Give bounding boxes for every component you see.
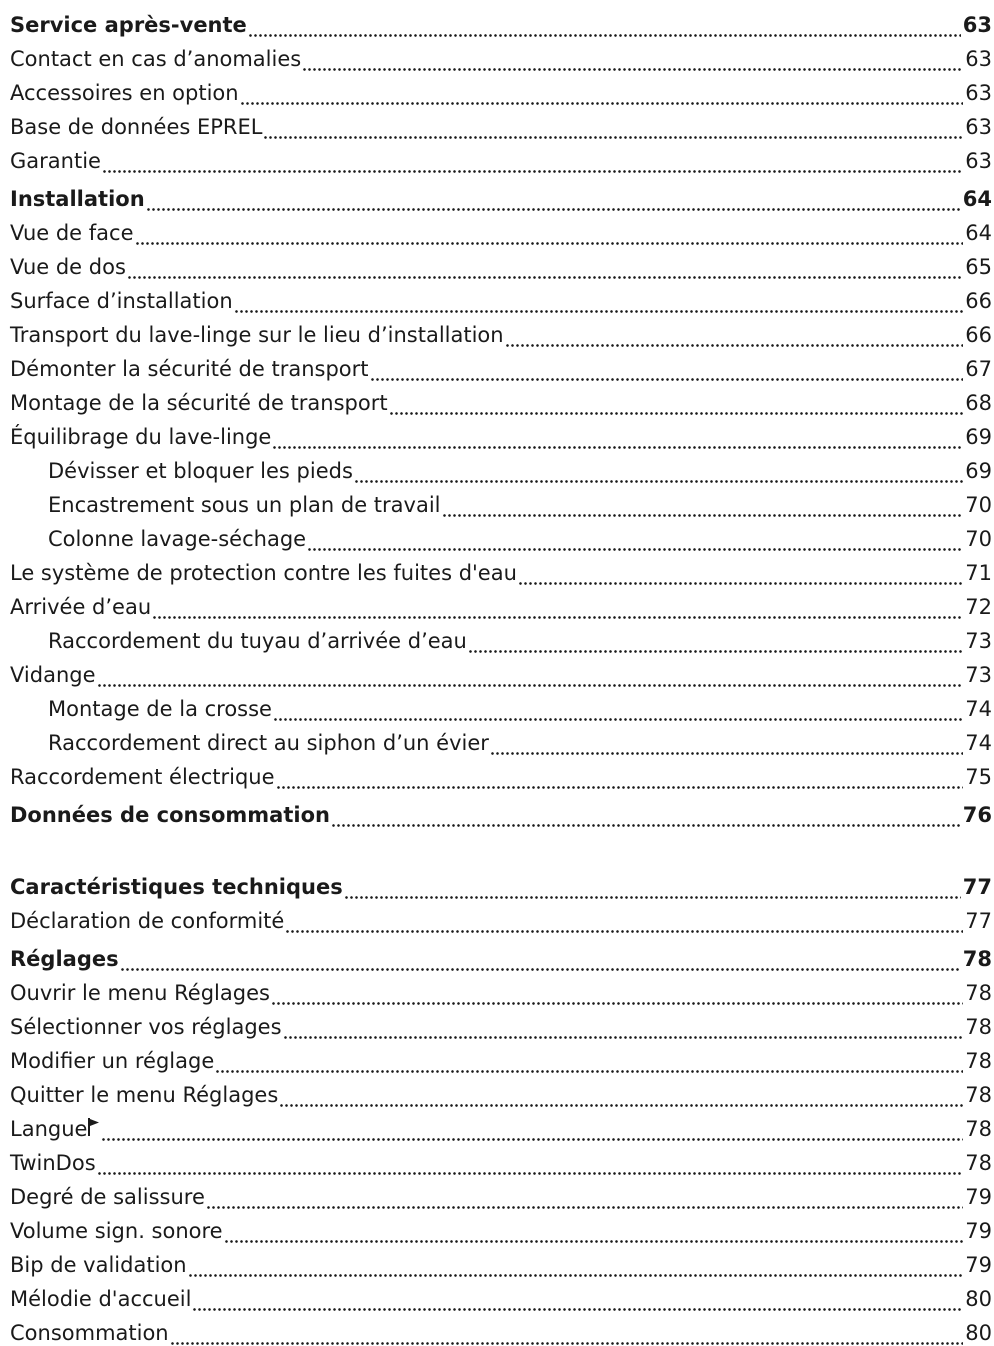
- toc-entry-label: Mélodie d'accueil: [10, 1287, 192, 1311]
- dot-leader: [285, 910, 963, 934]
- toc-entry-row[interactable]: [10, 900, 992, 934]
- dot-leader: [192, 1288, 963, 1312]
- toc-entry-text: Langue: [10, 1117, 88, 1141]
- dot-leader: [354, 460, 963, 484]
- toc-entry-row[interactable]: [10, 1108, 992, 1142]
- dot-leader: [370, 358, 964, 382]
- toc-entry-label: Montage de la sécurité de transport: [10, 391, 388, 415]
- toc-entry-row[interactable]: [10, 1074, 992, 1108]
- toc-page-number: 63: [965, 81, 992, 105]
- dot-leader: [283, 1016, 964, 1040]
- toc-subentry-row[interactable]: [48, 450, 992, 484]
- toc-page-number: 63: [965, 115, 992, 139]
- toc-page-number: 78: [965, 1015, 992, 1039]
- toc-entry-label: Vue de face: [10, 221, 134, 245]
- toc-page-number: 63: [965, 149, 992, 173]
- toc-entry-row[interactable]: [10, 1142, 992, 1176]
- toc-entry-label: Raccordement du tuyau d’arrivée d’eau: [48, 629, 467, 653]
- toc-entry-row[interactable]: [10, 212, 992, 246]
- toc-page-number: 77: [962, 875, 992, 899]
- toc-page-number: 75: [965, 765, 992, 789]
- toc-page-number: 79: [965, 1185, 992, 1209]
- dot-leader: [279, 1084, 963, 1108]
- dot-leader: [170, 1322, 964, 1346]
- dot-leader: [224, 1220, 964, 1244]
- dot-leader: [263, 116, 963, 140]
- toc-entry-row[interactable]: [10, 1210, 992, 1244]
- toc-subentry-row[interactable]: [48, 518, 992, 552]
- toc-entry-label: Accessoires en option: [10, 81, 239, 105]
- toc-entry-row[interactable]: [10, 1006, 992, 1040]
- toc-page-number: 71: [965, 561, 992, 585]
- toc-page-number: 73: [965, 663, 992, 687]
- toc-entry-label: Modifier un réglage: [10, 1049, 215, 1073]
- toc-page-number: 79: [965, 1253, 992, 1277]
- toc-page-number: 78: [965, 1083, 992, 1107]
- dot-leader: [344, 876, 961, 900]
- toc-page-number: 64: [965, 221, 992, 245]
- dot-leader: [188, 1254, 964, 1278]
- toc-section-row[interactable]: [10, 4, 992, 38]
- toc-entry-row[interactable]: [10, 314, 992, 348]
- toc-entry-row[interactable]: [10, 586, 992, 620]
- toc-subentry-row[interactable]: [48, 722, 992, 756]
- toc-entry-row[interactable]: [10, 1244, 992, 1278]
- dot-leader: [271, 982, 963, 1006]
- toc-entry-label: Le système de protection contre les fuites d'eau: [10, 561, 517, 585]
- dot-leader: [120, 948, 961, 972]
- dot-leader: [127, 256, 963, 280]
- toc-page-number: 78: [965, 1151, 992, 1175]
- toc-entry-label: Garantie: [10, 149, 101, 173]
- toc-entry-label: Raccordement direct au siphon d’un évier: [48, 731, 489, 755]
- toc-entry-label: Dévisser et bloquer les pieds: [48, 459, 353, 483]
- dot-leader: [389, 392, 964, 416]
- toc-entry-label: Raccordement électrique: [10, 765, 275, 789]
- dot-leader: [518, 562, 963, 586]
- toc-page-number: 76: [962, 803, 992, 827]
- toc-page-number: 80: [965, 1287, 992, 1311]
- toc-entry-label: Bip de validation: [10, 1253, 187, 1277]
- toc-entry-label: Installation: [10, 187, 145, 211]
- toc-page-number: 68: [965, 391, 992, 415]
- toc-page-number: 69: [965, 425, 992, 449]
- toc-entry-label: Réglages: [10, 947, 119, 971]
- dot-leader: [101, 1118, 963, 1142]
- toc-entry-label: Contact en cas d’anomalies: [10, 47, 302, 71]
- dot-leader: [146, 188, 961, 212]
- toc-entry-row[interactable]: [10, 654, 992, 688]
- toc-page-number: 74: [965, 697, 992, 721]
- toc-entry-label: Degré de salissure: [10, 1185, 205, 1209]
- toc-entry-label: Volume sign. sonore: [10, 1219, 223, 1243]
- dot-leader: [273, 698, 963, 722]
- toc-entry-row[interactable]: [10, 348, 992, 382]
- toc-page-number: 70: [965, 493, 992, 517]
- toc-entry-label: Quitter le menu Réglages: [10, 1083, 279, 1107]
- dot-leader: [490, 732, 963, 756]
- dot-leader: [505, 324, 964, 348]
- toc-entry-row[interactable]: [10, 1312, 992, 1346]
- toc-page-number: 63: [962, 13, 992, 37]
- flag-icon: [88, 1118, 100, 1136]
- toc-entry-label: Démonter la sécurité de transport: [10, 357, 369, 381]
- dot-leader: [152, 596, 963, 620]
- toc-entry-label: Caractéristiques techniques: [10, 875, 343, 899]
- toc-entry-label: Consommation: [10, 1321, 169, 1345]
- dot-leader: [215, 1050, 963, 1074]
- dot-leader: [276, 766, 964, 790]
- dot-leader: [240, 82, 964, 106]
- dot-leader: [468, 630, 963, 654]
- toc-section-row[interactable]: [10, 794, 992, 828]
- dot-leader: [307, 528, 963, 552]
- toc-entry-label: Sélectionner vos réglages: [10, 1015, 282, 1039]
- toc-entry-label: Colonne lavage-séchage: [48, 527, 307, 551]
- toc-page-number: 69: [965, 459, 992, 483]
- toc-entry-label: TwinDos: [10, 1151, 96, 1175]
- toc-page-number: 70: [965, 527, 992, 551]
- toc-entry-row[interactable]: [10, 972, 992, 1006]
- toc-page-number: 73: [965, 629, 992, 653]
- toc-page-number: 67: [965, 357, 992, 381]
- toc-entry-label: Vidange: [10, 663, 96, 687]
- dot-leader: [331, 804, 961, 828]
- toc-entry-row[interactable]: [10, 280, 992, 314]
- toc-section-row[interactable]: [10, 178, 992, 212]
- toc-entry-label: Arrivée d’eau: [10, 595, 152, 619]
- toc-entry-label: Transport du lave-linge sur le lieu d’installation: [10, 323, 504, 347]
- dot-leader: [442, 494, 964, 518]
- toc-subentry-row[interactable]: [48, 688, 992, 722]
- toc-entry-label: Vue de dos: [10, 255, 126, 279]
- dot-leader: [206, 1186, 963, 1210]
- toc-page-number: 72: [965, 595, 992, 619]
- dot-leader: [97, 1152, 964, 1176]
- toc-page-number: 79: [965, 1219, 992, 1243]
- toc-page-number: 74: [965, 731, 992, 755]
- toc-section-row[interactable]: [10, 866, 992, 900]
- dot-leader: [272, 426, 963, 450]
- toc-subentry-row[interactable]: [48, 484, 992, 518]
- toc-entry-row[interactable]: [10, 552, 992, 586]
- toc-page-number: 77: [965, 909, 992, 933]
- toc-entry-row[interactable]: [10, 382, 992, 416]
- dot-leader: [302, 48, 963, 72]
- toc-page-number: 78: [962, 947, 992, 971]
- toc-page-number: 64: [962, 187, 992, 211]
- toc-entry-label: Montage de la crosse: [48, 697, 272, 721]
- toc-entry-row[interactable]: [10, 106, 992, 140]
- toc-entry-label: Encastrement sous un plan de travail: [48, 493, 441, 517]
- toc-entry-label: Déclaration de conformité: [10, 909, 285, 933]
- toc-entry-label: [10, 1116, 100, 1142]
- dot-leader: [248, 14, 961, 38]
- dot-leader: [234, 290, 964, 314]
- toc-page-number: 80: [965, 1321, 992, 1345]
- toc-page-number: 78: [965, 1117, 992, 1141]
- toc-page-number: 65: [965, 255, 992, 279]
- toc-entry-label: Données de consommation: [10, 803, 330, 827]
- toc-page-number: 66: [965, 289, 992, 313]
- toc-entry-row[interactable]: [10, 1040, 992, 1074]
- toc-entry-row[interactable]: [10, 38, 992, 72]
- toc-page-number: 78: [965, 981, 992, 1005]
- toc-entry-label: Service après-vente: [10, 13, 247, 37]
- toc-page-number: 78: [965, 1049, 992, 1073]
- toc-entry-label: Surface d’installation: [10, 289, 233, 313]
- dot-leader: [97, 664, 964, 688]
- toc-entry-row[interactable]: [10, 1278, 992, 1312]
- dot-leader: [102, 150, 963, 174]
- toc-entry-row[interactable]: [10, 140, 992, 174]
- toc-entry-row[interactable]: [10, 416, 992, 450]
- toc-page-number: 63: [965, 47, 992, 71]
- toc-entry-row[interactable]: [10, 1176, 992, 1210]
- toc-section-row[interactable]: [10, 938, 992, 972]
- dot-leader: [135, 222, 964, 246]
- toc-entry-label: Ouvrir le menu Réglages: [10, 981, 270, 1005]
- toc-entry-row[interactable]: [10, 72, 992, 106]
- toc-entry-label: Équilibrage du lave-linge: [10, 425, 272, 449]
- toc-entry-row[interactable]: [10, 756, 992, 790]
- toc-entry-label: Base de données EPREL: [10, 115, 263, 139]
- toc-page-number: 66: [965, 323, 992, 347]
- toc-subentry-row[interactable]: [48, 620, 992, 654]
- toc-entry-row[interactable]: [10, 246, 992, 280]
